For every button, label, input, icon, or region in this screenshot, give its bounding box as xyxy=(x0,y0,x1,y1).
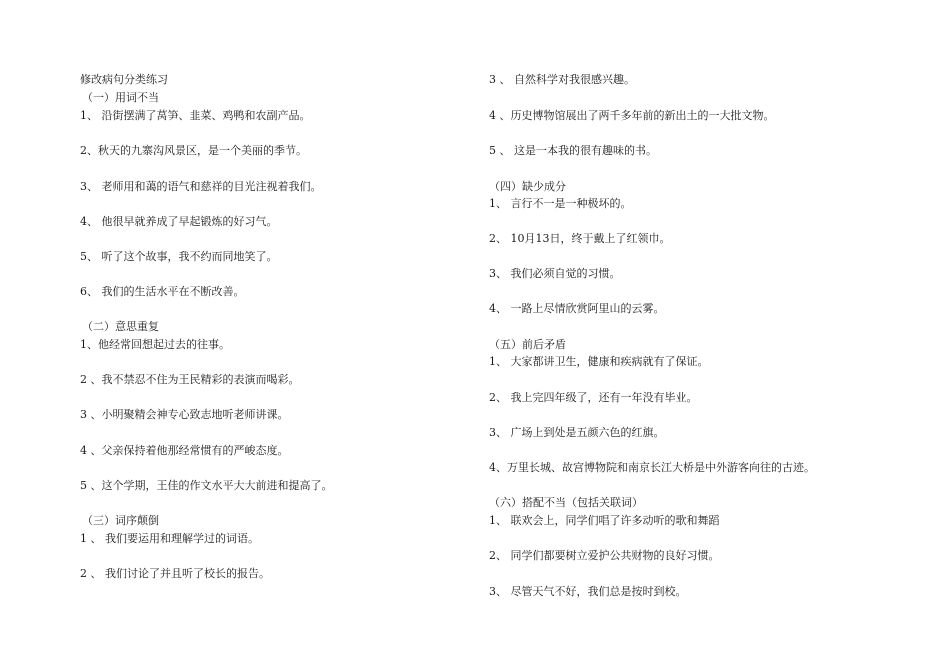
list-item: 1、 大家都讲卫生，健康和疾病就有了保证。 xyxy=(489,355,709,368)
list-item: 3、 老师用和蔼的语气和慈祥的目光注视着我们。 xyxy=(80,180,322,193)
list-item: 2 、我不禁忍不住为王民精彩的表演而喝彩。 xyxy=(80,373,300,386)
list-item: 4、 一路上尽情欣赏阿里山的云雾。 xyxy=(489,302,665,315)
section-heading-5: （五）前后矛盾 xyxy=(489,338,566,351)
section-heading-4: （四）缺少成分 xyxy=(489,180,566,193)
section-heading-3: （三）词序颠倒 xyxy=(82,514,159,527)
list-item: 3、 我们必须自觉的习惯。 xyxy=(489,267,621,280)
list-item: 4、 他很早就养成了早起锻炼的好习气。 xyxy=(80,215,278,228)
section-heading-6: （六）搭配不当（包括关联词） xyxy=(489,496,643,509)
list-item: 5 、 这是一本我的很有趣味的书。 xyxy=(489,144,657,157)
list-item: 2、 同学们都要树立爱护公共财物的良好习惯。 xyxy=(489,549,720,562)
list-item: 3 、 自然科学对我很感兴趣。 xyxy=(489,73,635,86)
section-heading-1: （一）用词不当 xyxy=(82,91,159,104)
list-item: 2、 10月13日，终于戴上了红领巾。 xyxy=(489,232,671,245)
list-item: 1、他经常回想起过去的往事。 xyxy=(80,338,230,351)
list-item: 3、 尽管天气不好，我们总是按时到校。 xyxy=(489,585,687,598)
list-item: 5 、这个学期，王佳的作文水平大大前进和提高了。 xyxy=(80,479,333,492)
list-item: 2 、 我们讨论了并且听了校长的报告。 xyxy=(80,567,270,580)
list-item: 3、 广场上到处是五颜六色的红旗。 xyxy=(489,426,665,439)
list-item: 4、万里长城、故宫博物院和南京长江大桥是中外游客向往的古迹。 xyxy=(489,461,815,474)
list-item: 4 、父亲保持着他那经常惯有的严峻态度。 xyxy=(80,444,289,457)
list-item: 3 、小明聚精会神专心致志地听老师讲课。 xyxy=(80,408,289,421)
list-item: 1、 联欢会上，同学们唱了许多动听的歌和舞蹈 xyxy=(489,514,720,527)
list-item: 1 、 我们要运用和理解学过的词语。 xyxy=(80,532,259,545)
list-item: 4 、历史博物馆展出了两千多年前的新出土的一大批文物。 xyxy=(489,109,775,122)
list-item: 2、 我上完四年级了，还有一年没有毕业。 xyxy=(489,391,698,404)
page-title: 修改病句分类练习 xyxy=(80,73,168,86)
list-item: 1、 沿街摆满了莴笋、韭菜、鸡鸭和农副产品。 xyxy=(80,109,311,122)
list-item: 2、秋天的九寨沟风景区，是一个美丽的季节。 xyxy=(80,144,307,157)
list-item: 5、 听了这个故事，我不约而同地笑了。 xyxy=(80,250,278,263)
list-item: 6、 我们的生活水平在不断改善。 xyxy=(80,285,245,298)
section-heading-2: （二）意思重复 xyxy=(82,320,159,333)
list-item: 1、 言行不一是一种极坏的。 xyxy=(489,197,632,210)
